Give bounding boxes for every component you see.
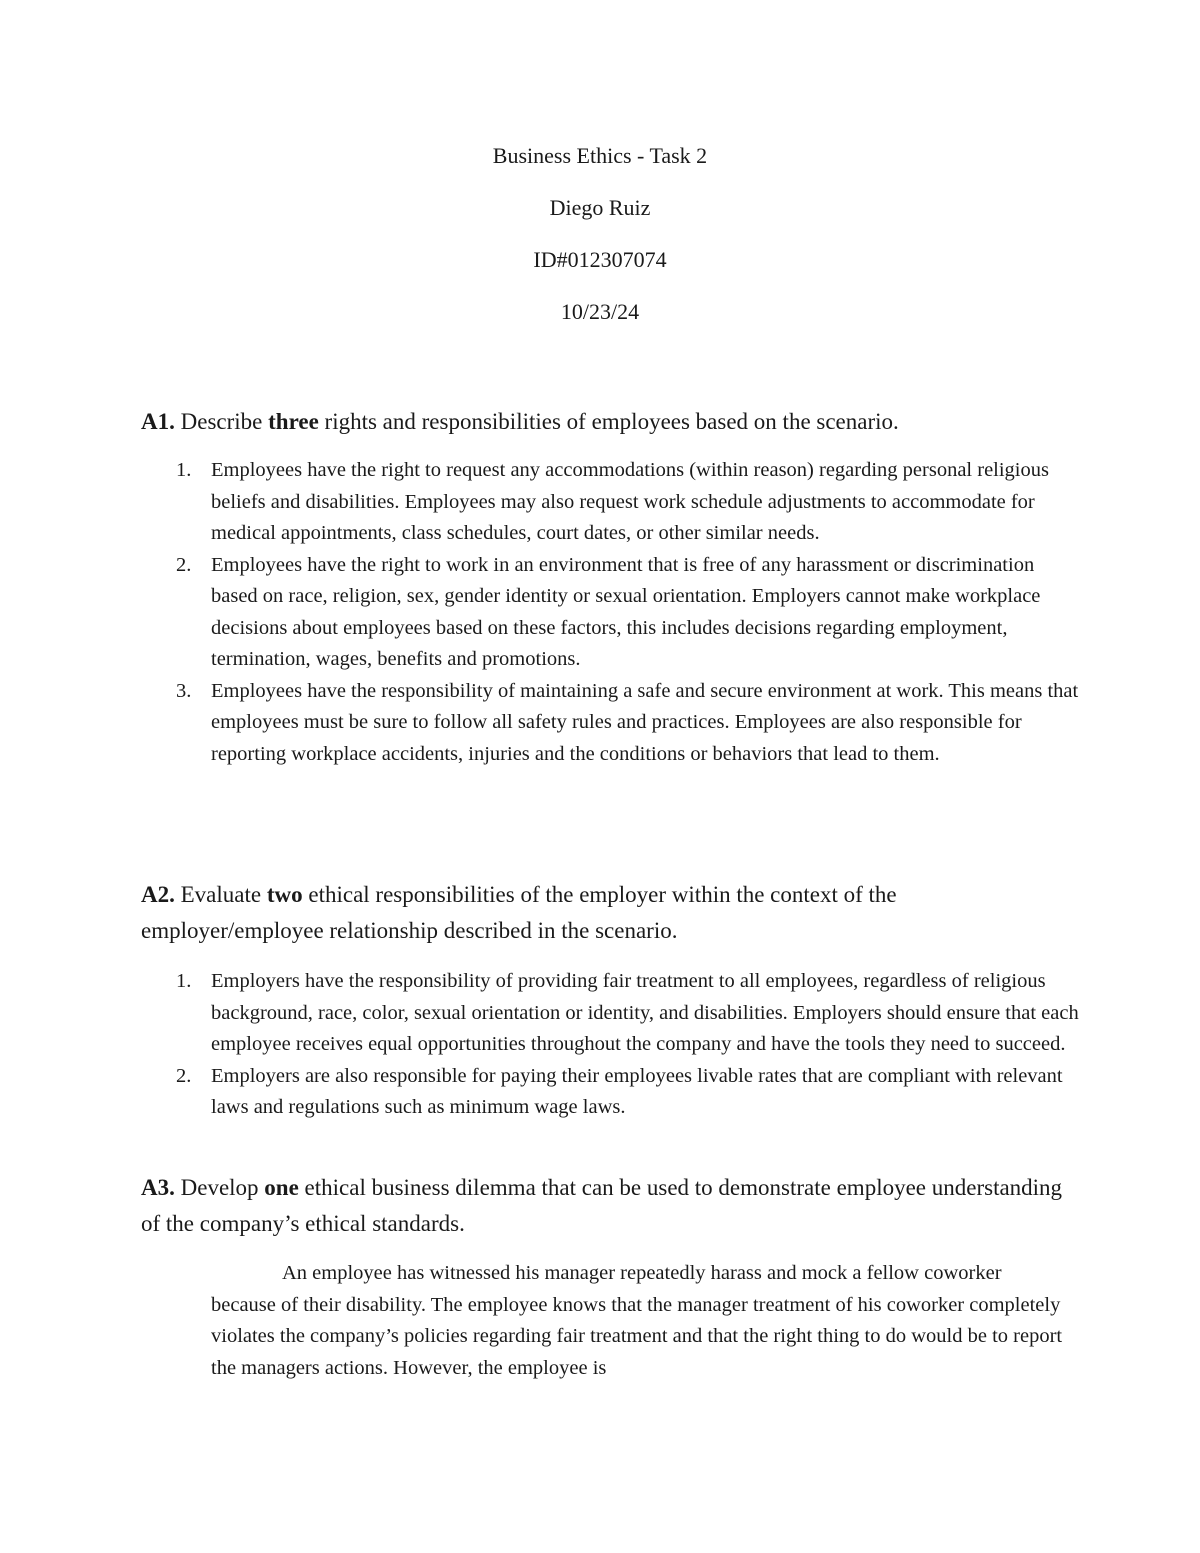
section-a1-heading-pre: Describe xyxy=(174,409,269,434)
list-item xyxy=(141,550,1081,676)
section-a1-heading-post: rights and responsibilities of employees based on the scenario. xyxy=(318,409,899,434)
list-item-text: Employees have the responsibility of maintaining a safe and secure environment at work. This means that employees must be sure to follow all safety rules and practices. Employees are also responsible for reporting workplace accidents, injuries and the conditions or behaviors that lead to them. xyxy=(211,679,1079,765)
list-item-text: Employers have the responsibility of providing fair treatment to all employees, regardless of religious background, race, color, sexual orientation or identity, and disabilities. Employers should ensure that each employee receives equal opportunities throughout the company and have the tools they need to succeed. xyxy=(211,970,1079,1055)
list-item-text: Employees have the right to request any accommodations (within reason) regarding personal religious beliefs and disabilities. Employees may also request work schedule adjustments to accommodate for medical appointments, class schedules, court dates, or other similar needs. xyxy=(211,459,1049,544)
section-a3-heading-emph: one xyxy=(264,1175,299,1200)
list-item-text: Employees have the right to work in an environment that is free of any harassment or discrimination based on race, religion, sex, gender identity or sexual orientation. Employers cannot make workplace decisions about employees based on these factors, this includes decisions regarding employment, termination, wages, benefits and promotions. xyxy=(211,553,1041,670)
section-a1-heading xyxy=(141,404,1071,440)
list-item xyxy=(141,676,1081,771)
list-item xyxy=(141,455,1081,550)
list-item-number: 1. xyxy=(176,970,192,992)
section-a2-label: A2. xyxy=(141,882,175,907)
section-a1-label: A1. xyxy=(141,409,175,434)
document-title: Business Ethics - Task 2 xyxy=(492,143,708,168)
list-item xyxy=(141,966,1081,1061)
section-a3-paragraph: An employee has witnessed his manager repeatedly harass and mock a fellow coworker because of their disability. The employee knows that the manager treatment of his coworker completely violates the company’s policies regarding fair treatment and that the right thing to do would be to report the managers actions. However, the employee is xyxy=(211,1262,1063,1379)
author-name: Diego Ruiz xyxy=(549,195,651,220)
section-a2-heading-pre: Evaluate xyxy=(174,882,267,907)
section-a1-heading-emph: three xyxy=(268,409,319,434)
section-a2-heading xyxy=(141,877,1071,949)
section-a3-heading-post: ethical business dilemma that can be used to demonstrate employee understanding of the company’s ethical standards. xyxy=(141,1175,1063,1236)
list-item xyxy=(141,1061,1081,1124)
student-id: ID#012307074 xyxy=(533,247,667,272)
list-item-number: 3. xyxy=(176,679,192,702)
list-item-number: 1. xyxy=(176,459,192,481)
section-a3-label: A3. xyxy=(141,1175,175,1200)
document-date: 10/23/24 xyxy=(560,299,640,324)
section-a1-list xyxy=(141,455,1081,770)
list-item-text: Employers are also responsible for paying their employees livable rates that are compliant with relevant laws and regulations such as minimum wage laws. xyxy=(211,1064,1063,1118)
title-block xyxy=(0,141,1200,349)
section-a2-list xyxy=(141,966,1081,1124)
section-a3-heading xyxy=(141,1170,1071,1242)
list-item-number: 2. xyxy=(176,1064,192,1087)
list-item-number: 2. xyxy=(176,553,192,576)
section-a2-heading-emph: two xyxy=(266,882,303,907)
section-a3-heading-pre: Develop xyxy=(174,1175,265,1200)
section-a2-heading-post: ethical responsibilities of the employer within the context of the employer/employee relationship described in the scenario. xyxy=(141,882,897,943)
